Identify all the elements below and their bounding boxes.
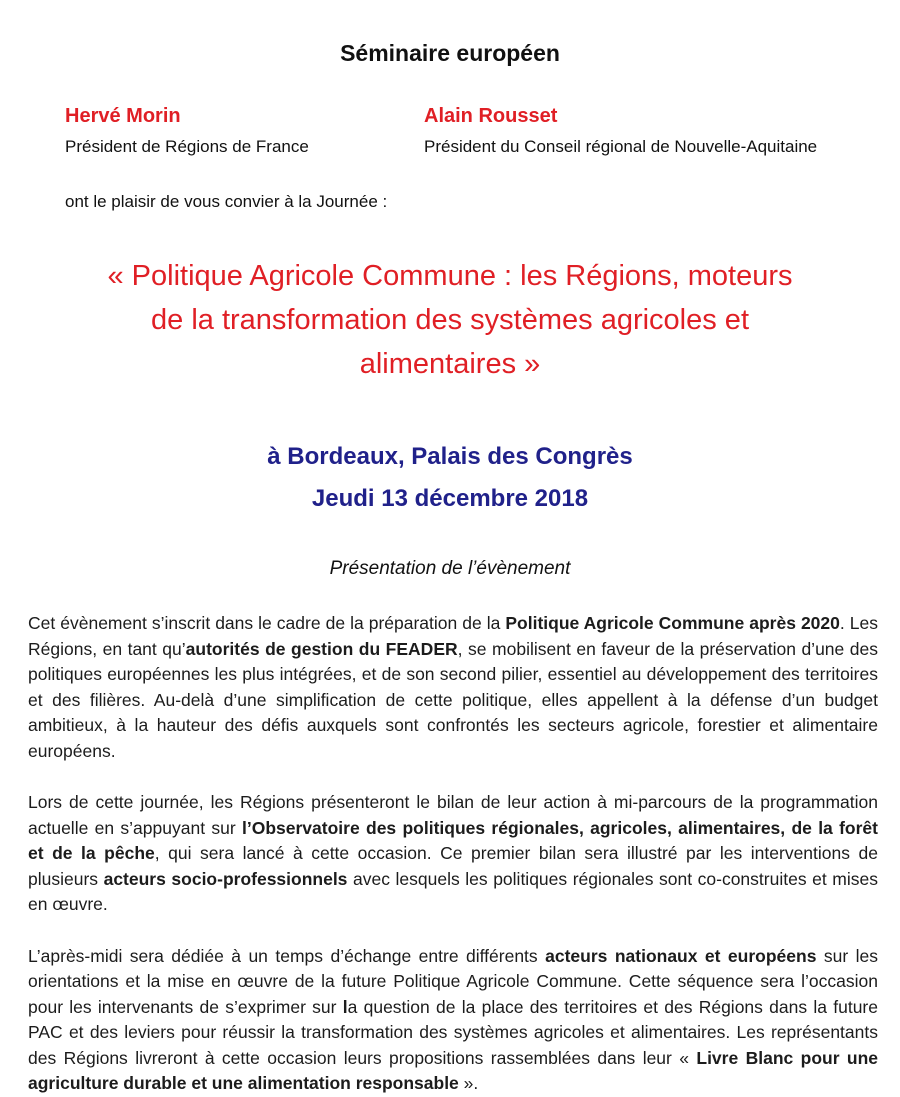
event-title-line-3: alimentaires » <box>359 348 541 380</box>
paragraph-segment: sur les orientations et la mise en œuvre de la future Politique Agricole Commune. Cette séquence sera l’occasion pour les intervenants de s’exprimer sur <box>28 945 879 1017</box>
paragraph-segment: ». <box>458 1073 479 1093</box>
event-title-line-1: « Politique Agricole Commune : les Régions, moteurs <box>107 260 793 292</box>
paragraph-bold-segment: l <box>342 996 348 1017</box>
paragraph <box>28 790 878 918</box>
paragraph-bold-segment: acteurs socio-professionnels <box>103 868 348 889</box>
paragraph-bold-segment: l’Observatoire des politiques régionales, agricoles, alimentaires, de la forêt et de la pêche <box>28 817 878 863</box>
venue-block <box>0 436 900 520</box>
event-title-line-2: de la transformation des systèmes agricoles et <box>151 304 749 336</box>
host-name: Alain Rousset <box>424 105 558 127</box>
paragraph-segment: Cet évènement s’inscrit dans le cadre de la préparation de la <box>28 613 506 633</box>
paragraph <box>28 944 878 1097</box>
section-heading: Présentation de l’évènement <box>329 558 571 579</box>
paragraphs <box>28 611 878 1097</box>
paragraph-bold-segment: acteurs nationaux et européens <box>545 945 817 966</box>
host-block-alain-rousset <box>424 105 817 157</box>
paragraph-segment: , se mobilisent en faveur de la préservation d’une des politiques européennes les plus intégrées, et de son second pilier, essentiel au développement des territoires et des filières. Au-delà d’une simplification de cette politique, elles appellent à la défense d’un budget ambitieux, à la hauteur des défis auxquels sont confrontés les secteurs agricole, forestier et alimentaire européens. <box>28 638 879 761</box>
paragraph-segment: L’après-midi sera dédiée à un temps d’échange entre différents <box>28 945 546 966</box>
paragraph-segment: avec lesquels les politiques régionales sont co-construites et mises en œuvre. <box>28 868 878 914</box>
hosts-row <box>65 105 900 157</box>
paragraph-segment: a question de la place des territoires et des Régions dans la future PAC et des leviers pour réussir la transformation des systèmes agricoles et alimentaires. Les représentants des Régions livreront à cette occasion leurs propositions rassemblées dans leur « <box>28 996 878 1068</box>
event-title <box>40 254 860 386</box>
paragraph-segment: Lors de cette journée, les Régions présenteront le bilan de leur action à mi-parcours de la programmation actuelle en s’appuyant sur <box>28 792 878 838</box>
paragraph-segment: . Les Régions, en tant qu’ <box>28 613 878 659</box>
host-name: Hervé Morin <box>65 105 181 127</box>
host-title: Président de Régions de France <box>65 137 309 156</box>
venue-date: Jeudi 13 décembre 2018 <box>311 485 589 512</box>
paragraph-bold-segment: Livre Blanc pour une agriculture durable et une alimentation responsable <box>28 1047 879 1093</box>
paragraph <box>28 611 878 764</box>
paragraph-bold-segment: autorités de gestion du FEADER <box>185 638 458 659</box>
page-title: Séminaire européen <box>340 40 560 66</box>
venue-place: à Bordeaux, Palais des Congrès <box>267 443 633 470</box>
host-block-herve-morin <box>65 105 424 157</box>
paragraph-bold-segment: Politique Agricole Commune après 2020 <box>505 613 840 633</box>
paragraph-segment: , qui sera lancé à cette occasion. Ce premier bilan sera illustré par les interventions de plusieurs <box>28 843 878 889</box>
host-title: Président du Conseil régional de Nouvelle-Aquitaine <box>424 137 818 156</box>
invitation-line: ont le plaisir de vous convier à la Journée : <box>65 192 388 211</box>
